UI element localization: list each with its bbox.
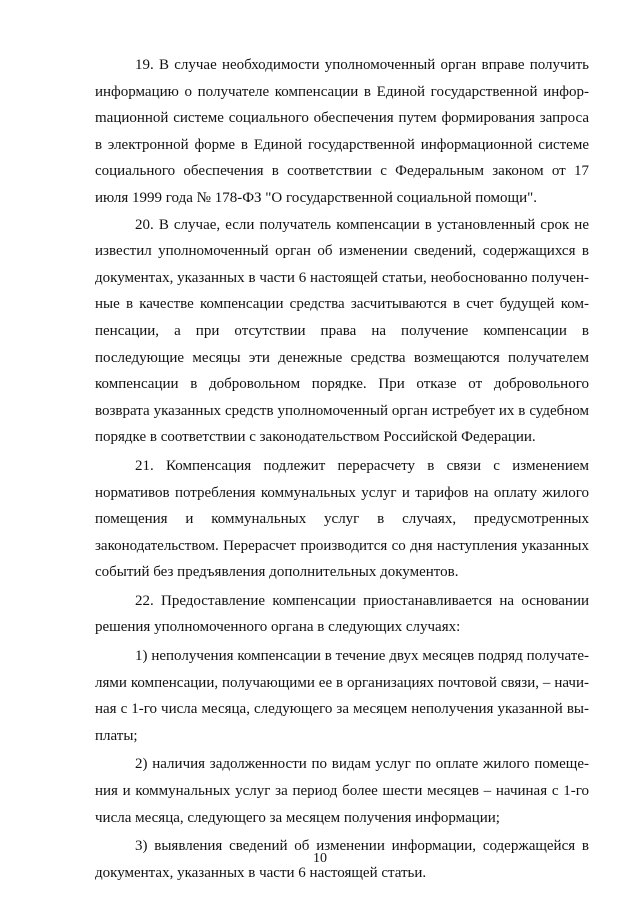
paragraph-22-item-2: 2) наличия задолженности по видам услуг по оплате жилого помещения и коммунальных услуг за период более шести месяцев – начиная с 1-го числа месяца, следующего за месяцем получения информации; (95, 756, 589, 826)
paragraph-20: 20. В случае, если получатель компенсации в установленный срок не известил уполномоченный орган об изменении сведений, содержащихся в документах, указанных в части 6 настоящей статьи, необоснованно полученные в качестве компенсации средства засчитываются в счет будущей компенсации, а при отсутствии права на получение компенсации в последующие месяцы эти денежные средства возмещаются получателем компенсации в добровольном порядке. При отказе от добровольного возврата указанных средств уполномоченный орган истребует их в судебном порядке в соответствии с законодательством Российской Федерации. (95, 216, 589, 446)
paragraph-22: 22. Предоставление компенсации приостанавливается на основании решения уполномоченного органа в следующих случаях: (95, 592, 589, 636)
paragraph-19: 19. В случае необходимости уполномоченный орган вправе получить информацию о получателе компенсации в Единой государственной инфорmационной системе социального обеспечения путем формирования запроса в электронной форме в Единой государственной информационной системе социального обеспечения в соответствии с Федеральным законом от 17 июля 1999 года № 178-ФЗ "О государственной социальной помощи". (95, 57, 589, 206)
paragraph-21: 21. Компенсация подлежит перерасчету в связи с изменением нормативов потребления коммунальных услуг и тарифов на оплату жилого помещения и коммунальных услуг в случаях, предусмотренных законодательством. Перерасчет производится со дня наступления указанных событий без предъявления дополнительных документов. (95, 457, 589, 581)
paragraph-22-item-3: 3) выявления сведений об изменении информации, содержащейся в документах, указанных в части 6 настоящей статьи. (95, 838, 589, 881)
paragraph-22-item-1: 1) неполучения компенсации в течение двух месяцев подряд получателями компенсации, получающими ее в организациях почтовой связи, – начиная с 1-го числа месяца, следующего за месяцем неполучения указанной выплаты; (95, 648, 589, 744)
document-body (95, 52, 589, 886)
page-number: 10 (313, 851, 327, 866)
